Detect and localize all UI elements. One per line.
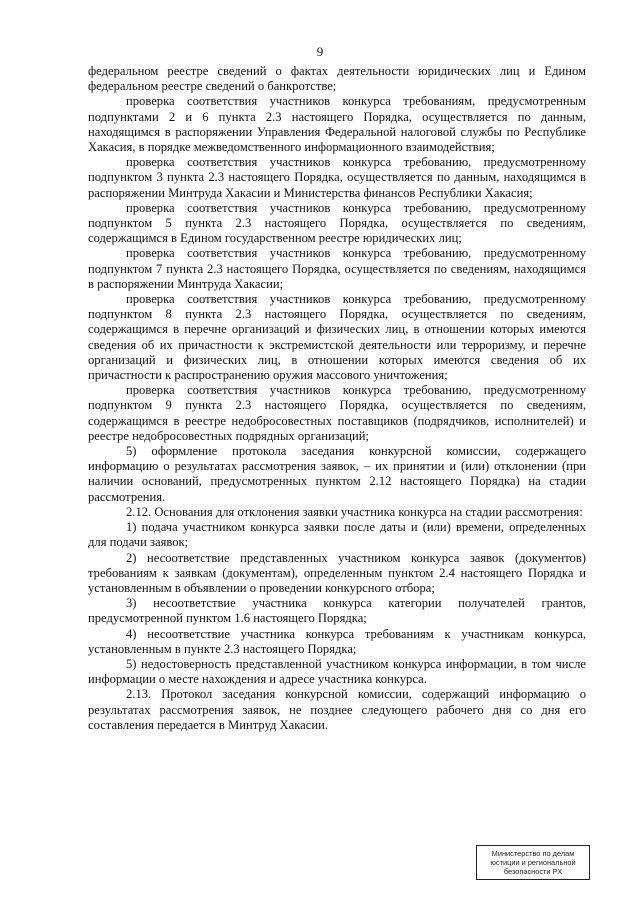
paragraph: проверка соответствия участников конкурса требованиям, предусмотренным подпунктами 2 и 6 пункта 2.3 настоящего Порядка, осуществляется по данным, находящимся в распоряжении Управления Федеральной налоговой службы по Республике Хакасия, в порядке межведомственного информационного взаимодействия;	[88, 94, 586, 155]
paragraph: проверка соответствия участников конкурса требованию, предусмотренному подпунктом 5 пункта 2.3 настоящего Порядка, осуществляется по сведениям, содержащимся в Едином государственном реестре юридических лиц;	[88, 200, 586, 246]
paragraph: 4) несоответствие участника конкурса требованиям к участникам конкурса, установленным в пункте 2.3 настоящего Порядка;	[88, 626, 586, 656]
paragraph: 3) несоответствие участника конкурса категории получателей грантов, предусмотренной пунктом 1.6 настоящего Порядка;	[88, 596, 586, 626]
stamp-line: Министерство по делам	[491, 849, 575, 858]
ministry-stamp	[476, 845, 590, 880]
paragraph: 1) подача участником конкурса заявки после даты и (или) времени, определенных для подачи заявок;	[88, 520, 586, 550]
document-body	[88, 64, 586, 733]
paragraph: проверка соответствия участников конкурса требованию, предусмотренному подпунктом 9 пункта 2.3 настоящего Порядка, осуществляется по сведениям, содержащимся в реестре недобросовестных поставщиков (подрядчиков, исполнителей) и реестре недобросовестных подрядных организаций;	[88, 383, 586, 443]
paragraph: проверка соответствия участников конкурса требованию, предусмотренному подпунктом 3 пункта 2.3 настоящего Порядка, осуществляется по данным, находящимся в распоряжении Минтруда Хакасии и Министерства финансов Республики Хакасия;	[88, 155, 586, 200]
stamp-line: безопасности РХ	[503, 867, 563, 876]
paragraph: 2) несоответствие представленных участником конкурса заявок (документов) требованиям к заявкам (документам), определенным пунктом 2.4 настоящего Порядка и установленным в объявлении о проведении конкурсного отбора;	[88, 550, 586, 595]
paragraph: 2.13. Протокол заседания конкурсной комиссии, содержащий информацию о результатах рассмотрения заявок, не позднее следующего рабочего дня со дня его составления передается в Минтруд Хакасии.	[88, 687, 586, 732]
paragraph: 2.12. Основания для отклонения заявки участника конкурса на стадии рассмотрения:	[126, 504, 583, 519]
paragraph: 5) оформление протокола заседания конкурсной комиссии, содержащего информацию о результатах рассмотрения заявок, – их принятии и (или) отклонении (при наличии оснований, предусмотренных пунктом 2.12 настоящего Порядка) на стадии рассмотрения.	[88, 444, 586, 504]
paragraph: федеральном реестре сведений о фактах деятельности юридических лиц и Едином федеральном реестре сведений о банкротстве;	[88, 64, 586, 94]
stamp-line: юстиции и региональной	[490, 858, 576, 867]
page-number: 9	[316, 44, 324, 59]
paragraph: 5) недостоверность представленной участником конкурса информации, в том числе информации о месте нахождения и адресе участника конкурса.	[88, 656, 586, 687]
paragraph: проверка соответствия участников конкурса требованию, предусмотренному подпунктом 8 пункта 2.3 настоящего Порядка, осуществляется по сведениям, содержащимся в перечне организаций и физических лиц, в отношении которых имеются сведения об их причастности к экстремистской деятельности или терроризму, и перечне организаций и физических лиц, в отношении которых имеются сведения об их причастности к распространению оружия массового уничтожения;	[88, 292, 586, 383]
paragraph: проверка соответствия участников конкурса требованию, предусмотренному подпунктом 7 пункта 2.3 настоящего Порядка, осуществляется по сведениям, находящимся в распоряжении Минтруда Хакасии;	[88, 246, 586, 291]
